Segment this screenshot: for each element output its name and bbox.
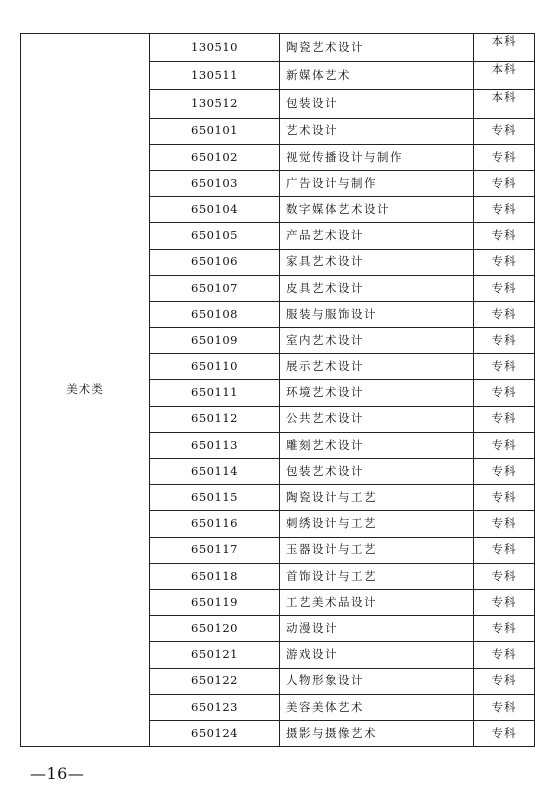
table-row: [21, 34, 535, 62]
major-code-cell: 650117: [150, 537, 280, 563]
major-name-cell: 家具艺术设计: [280, 249, 474, 275]
major-code-cell: 650107: [150, 275, 280, 301]
major-code-cell: 650109: [150, 328, 280, 354]
page-number: —16—: [30, 764, 85, 783]
major-name-cell: 陶瓷设计与工艺: [280, 485, 474, 511]
education-level-cell: 专科: [474, 616, 535, 642]
education-level-cell: 专科: [474, 668, 535, 694]
education-level-cell: 专科: [474, 275, 535, 301]
major-code-cell: 650112: [150, 406, 280, 432]
education-level-cell: 专科: [474, 354, 535, 380]
major-name-cell: 玉器设计与工艺: [280, 537, 474, 563]
major-code-cell: 650113: [150, 432, 280, 458]
education-level-cell: 专科: [474, 223, 535, 249]
major-code-cell: 130510: [150, 34, 280, 62]
major-name-cell: 视觉传播设计与制作: [280, 144, 474, 170]
education-level-cell: 本科: [474, 62, 535, 90]
major-name-cell: 公共艺术设计: [280, 406, 474, 432]
major-name-cell: 工艺美术品设计: [280, 589, 474, 615]
major-code-cell: 650102: [150, 144, 280, 170]
major-name-cell: 新媒体艺术: [280, 62, 474, 90]
major-name-cell: 广告设计与制作: [280, 170, 474, 196]
education-level-cell: 专科: [474, 118, 535, 144]
major-code-cell: 650123: [150, 694, 280, 720]
major-code-cell: 650105: [150, 223, 280, 249]
major-code-cell: 650101: [150, 118, 280, 144]
education-level-cell: 专科: [474, 170, 535, 196]
major-name-cell: 室内艺术设计: [280, 328, 474, 354]
major-name-cell: 艺术设计: [280, 118, 474, 144]
major-name-cell: 摄影与摄像艺术: [280, 720, 474, 746]
education-level-cell: 专科: [474, 380, 535, 406]
major-name-cell: 包装艺术设计: [280, 459, 474, 485]
major-code-cell: 650118: [150, 563, 280, 589]
education-level-cell: 专科: [474, 720, 535, 746]
majors-table: [20, 33, 535, 747]
education-level-cell: 专科: [474, 197, 535, 223]
major-code-cell: 130512: [150, 90, 280, 118]
category-cell: 美术类: [21, 34, 150, 747]
major-code-cell: 650115: [150, 485, 280, 511]
majors-table-body: [21, 34, 535, 747]
major-name-cell: 产品艺术设计: [280, 223, 474, 249]
major-code-cell: 650103: [150, 170, 280, 196]
major-code-cell: 650106: [150, 249, 280, 275]
education-level-cell: 专科: [474, 694, 535, 720]
major-code-cell: 130511: [150, 62, 280, 90]
education-level-cell: 专科: [474, 485, 535, 511]
education-level-cell: 专科: [474, 144, 535, 170]
major-name-cell: 刺绣设计与工艺: [280, 511, 474, 537]
education-level-cell: 专科: [474, 249, 535, 275]
major-code-cell: 650122: [150, 668, 280, 694]
education-level-cell: 专科: [474, 301, 535, 327]
major-code-cell: 650111: [150, 380, 280, 406]
major-name-cell: 皮具艺术设计: [280, 275, 474, 301]
education-level-cell: 专科: [474, 563, 535, 589]
major-code-cell: 650119: [150, 589, 280, 615]
major-name-cell: 游戏设计: [280, 642, 474, 668]
education-level-cell: 专科: [474, 432, 535, 458]
major-name-cell: 动漫设计: [280, 616, 474, 642]
major-name-cell: 人物形象设计: [280, 668, 474, 694]
major-name-cell: 雕刻艺术设计: [280, 432, 474, 458]
major-name-cell: 陶瓷艺术设计: [280, 34, 474, 62]
major-code-cell: 650110: [150, 354, 280, 380]
education-level-cell: 专科: [474, 328, 535, 354]
major-name-cell: 美容美体艺术: [280, 694, 474, 720]
major-name-cell: 首饰设计与工艺: [280, 563, 474, 589]
education-level-cell: 专科: [474, 406, 535, 432]
major-code-cell: 650116: [150, 511, 280, 537]
major-code-cell: 650104: [150, 197, 280, 223]
major-code-cell: 650124: [150, 720, 280, 746]
education-level-cell: 专科: [474, 589, 535, 615]
major-code-cell: 650121: [150, 642, 280, 668]
major-name-cell: 包装设计: [280, 90, 474, 118]
major-name-cell: 环境艺术设计: [280, 380, 474, 406]
major-code-cell: 650108: [150, 301, 280, 327]
education-level-cell: 专科: [474, 459, 535, 485]
education-level-cell: 本科: [474, 34, 535, 62]
education-level-cell: 本科: [474, 90, 535, 118]
major-code-cell: 650114: [150, 459, 280, 485]
major-name-cell: 展示艺术设计: [280, 354, 474, 380]
education-level-cell: 专科: [474, 642, 535, 668]
education-level-cell: 专科: [474, 511, 535, 537]
major-name-cell: 数字媒体艺术设计: [280, 197, 474, 223]
education-level-cell: 专科: [474, 537, 535, 563]
major-code-cell: 650120: [150, 616, 280, 642]
major-name-cell: 服装与服饰设计: [280, 301, 474, 327]
